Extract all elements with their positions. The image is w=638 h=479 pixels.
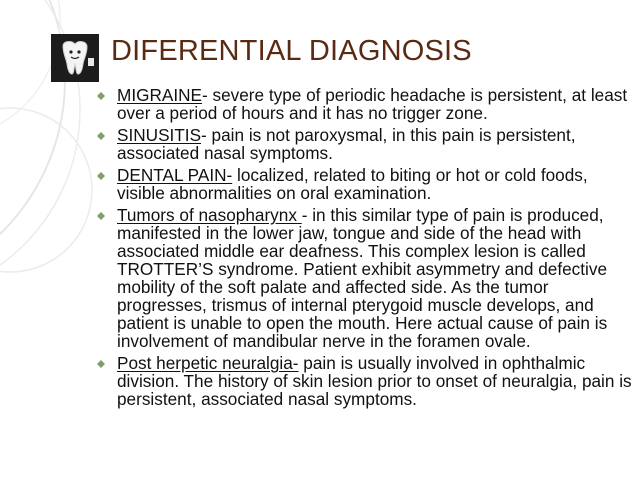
list-item [96,166,636,202]
diamond-bullet-icon [97,92,105,100]
list-item [96,126,636,162]
item-text: - in this similar type of pain is produced, manifested in the lower jaw, tongue and side of the head with associated middle ear deafness. This complex lesion is called TROTTER’S syndrome. Patient exhibit asymmetry and defective mobility of the soft palate and affected side. As the tumor progresses, trismus of internal pterygoid muscle develops, and patient is unable to open the mouth. Here actual cause of pain is involvement of mandibular nerve in the foramen ovale. [117,205,608,351]
list-item [96,206,636,350]
tooth-icon [51,34,99,82]
diamond-bullet-icon [97,212,105,220]
item-term: MIGRAINE [117,85,202,105]
item-text: - pain is not paroxysmal, in this pain is persistent, associated nasal symptoms. [117,125,576,163]
diamond-bullet-icon [97,172,105,180]
item-term: Tumors of nasopharynx [117,205,302,225]
item-text: localized, related to biting or hot or cold foods, visible abnormalities on oral examination. [117,165,588,203]
list-item [96,354,636,408]
item-text: - severe type of periodic headache is persistent, at least over a period of hours and it has no trigger zone. [117,85,628,123]
item-text: pain is usually involved in ophthalmic division. The history of skin lesion prior to onset of neuralgia, pain is persistent, associated nasal symptoms. [117,353,632,409]
bullet-list [96,86,636,412]
slide-title: DIFERENTIAL DIAGNOSIS [111,35,472,67]
item-term: Post herpetic neuralgia- [117,353,299,373]
diamond-bullet-icon [97,360,105,368]
item-term: DENTAL PAIN- [117,165,233,185]
list-item [96,86,636,122]
item-term: SINUSITIS [117,125,202,145]
diamond-bullet-icon [97,132,105,140]
